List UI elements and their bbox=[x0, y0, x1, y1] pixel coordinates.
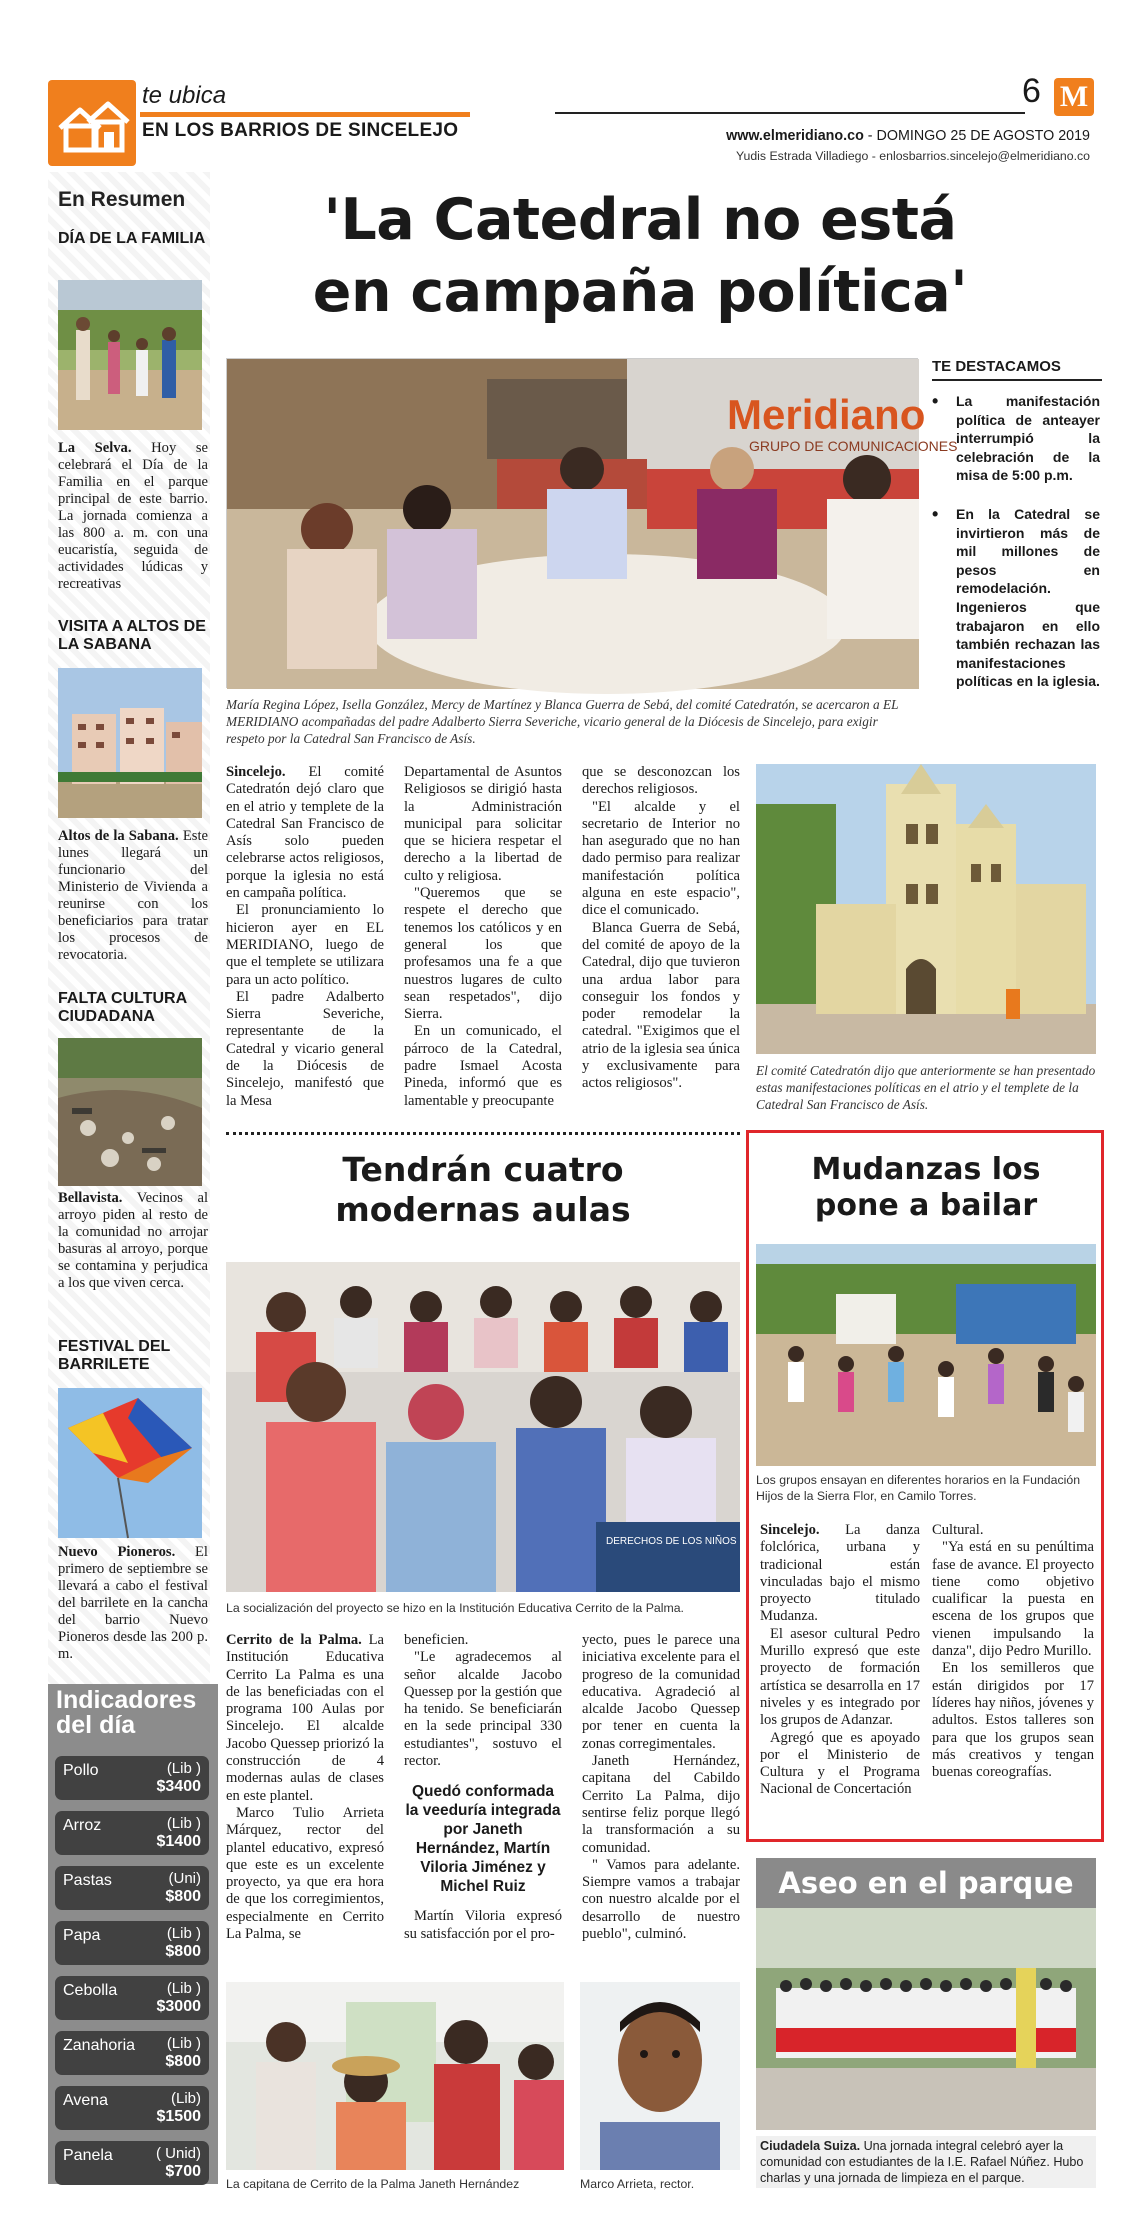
indicator-unit: (Lib ) bbox=[166, 2035, 201, 2052]
paragraph: El asesor cultural Pedro Murillo expresó que este proyecto de formación artística se desarrolla en 17 niveles y es integrado por los grupos de Adanzar. bbox=[760, 1625, 920, 1729]
paragraph: "Ya está en su penúltima fase de avance. El proyecto tiene como objetivo cualificar la puesta en escena de los grupos que vienen impulsando la danza", dijo Pedro Murillo. bbox=[932, 1539, 1094, 1660]
main-column-1 bbox=[226, 764, 384, 1110]
paragraph: "El alcalde y el secretario de Interior no han asegurado que no han dado permiso para realizar manifestación política alguna en este espacio", dice el comunicado. bbox=[582, 798, 740, 919]
indicator-row bbox=[55, 2086, 209, 2130]
headline-line: Mudanzas los bbox=[811, 1152, 1041, 1187]
headline-line: Tendrán cuatro bbox=[342, 1150, 624, 1189]
indicator-unit: (Lib ) bbox=[166, 1980, 201, 1997]
capitana-photo bbox=[226, 1982, 564, 2170]
paragraph: Janeth Hernández, capitana del Cabildo Cerrito La Palma, dijo sentirse feliz porque llegó la transformación a su comunidad. bbox=[582, 1753, 740, 1856]
byline: Yudis Estrada Villadiego - enlosbarrios.sincelejo@elmeridiano.co bbox=[735, 149, 1090, 163]
indicator-name: Pastas bbox=[63, 1872, 112, 1889]
sidebar-brief bbox=[58, 828, 208, 964]
kite-photo bbox=[58, 1388, 202, 1538]
brief-lead: La Selva. bbox=[58, 440, 132, 456]
paragraph: Agregó que es apoyado por el Ministerio de Cultura y el Programa Nacional de Concertación bbox=[760, 1729, 920, 1798]
paragraph: " Vamos para adelante. Siempre vamos a trabajar con nuestro alcalde por el desarrollo de nuestro pueblo", culminó. bbox=[582, 1856, 740, 1943]
highlights-list bbox=[932, 392, 1100, 691]
indicator-row bbox=[55, 2031, 209, 2075]
headline-line: en campaña política' bbox=[312, 259, 968, 325]
brief-lead: Bellavista. bbox=[58, 1190, 123, 1206]
indicators-title-line: del día bbox=[56, 1711, 136, 1739]
paragraph-text: La danza folclórica, urbana y tradicional están vinculadas bajo el mismo proyecto titulado Mudanza. bbox=[760, 1522, 920, 1625]
brief-lead: Altos de la Sabana. bbox=[58, 828, 179, 844]
brief-text: El primero de septiembre se llevará a cabo el festival del barrilete en la cancha del barrio Nuevo Pioneros desde las 200 p. m. bbox=[58, 1544, 208, 1662]
indicator-unit: (Lib ) bbox=[166, 1815, 201, 1832]
paragraph bbox=[226, 764, 384, 902]
paragraph bbox=[760, 1522, 920, 1626]
indicator-name: Papa bbox=[63, 1927, 101, 1944]
main-column-2 bbox=[404, 764, 562, 1110]
issue-date: DOMINGO 25 DE AGOSTO 2019 bbox=[876, 128, 1090, 144]
meridiano-logo: M bbox=[1054, 78, 1094, 116]
indicators-title bbox=[56, 1688, 196, 1738]
meeting-photo bbox=[226, 358, 958, 688]
dance-photo bbox=[756, 1244, 1096, 1466]
sidebar-brief bbox=[58, 440, 208, 593]
site-url: www.elmeridiano.co bbox=[726, 128, 864, 144]
indicator-name: Cebolla bbox=[63, 1982, 118, 1999]
indicator-name: Zanahoria bbox=[63, 2037, 136, 2054]
headline-line: modernas aulas bbox=[335, 1190, 631, 1229]
sidebar-heading: FALTA CULTURA CIUDADANA bbox=[58, 990, 187, 1025]
paragraph: beneficien. bbox=[404, 1632, 469, 1648]
indicator-row bbox=[55, 2141, 209, 2185]
section-kicker: te ubica bbox=[142, 82, 227, 109]
headline-line: 'La Catedral no está bbox=[323, 187, 957, 253]
indicator-unit: (Lib) bbox=[170, 2090, 201, 2107]
rector-caption: Marco Arrieta, rector. bbox=[580, 2177, 695, 2191]
altos-sabana-photo bbox=[58, 668, 202, 818]
main-column-3 bbox=[582, 764, 740, 1093]
dateline-lead: Sincelejo. bbox=[760, 1522, 820, 1538]
indicator-price: $3000 bbox=[156, 1998, 201, 2015]
kicker-rule bbox=[140, 112, 470, 117]
aulas-subhead: Quedó conformada la veeduría integrada por Janeth Hernández, Martín Viloria Jiménez y Michel Ruiz bbox=[405, 1783, 561, 1896]
brief-text: Hoy se celebrará el Día de la Familia en el parque principal de este barrio. La jornada comienza a las 800 a. m. con una eucaristía, seguida de actividades lúdicas y recreativas bbox=[58, 440, 208, 592]
header-rule bbox=[555, 112, 1025, 114]
caption-lead: Ciudadela Suiza. bbox=[760, 2139, 861, 2153]
aseo-caption bbox=[756, 2136, 1096, 2188]
cathedral-photo bbox=[756, 764, 1096, 1054]
family-day-photo bbox=[58, 280, 202, 430]
paragraph-text: La Institución Educativa Cerrito La Palma es una de las beneficiadas con el programa 100 Aulas por Sincelejo. El alcalde Jacobo Quessep priorizó la construcción de 4 modernas aulas de clases en este plantel. bbox=[226, 1632, 384, 1804]
dance-caption: Los grupos ensayan en diferentes horarios en la Fundación Hijos de la Sierra Flor, en Camilo Torres. bbox=[756, 1473, 1081, 1503]
paragraph: En los semilleros que están dirigidos por 17 líderes hay niños, jóvenes y adultos. Estos talleres son para que los grupos sean más creativos y tengan buenas coreografías. bbox=[932, 1660, 1094, 1781]
paragraph bbox=[226, 1632, 384, 1805]
mudanzas-headline bbox=[756, 1152, 1096, 1224]
socializacion-photo bbox=[226, 1262, 740, 1592]
indicator-unit: (Lib ) bbox=[166, 1760, 201, 1777]
main-headline bbox=[250, 184, 1030, 328]
main-photo-caption: María Regina López, Isella González, Mercy de Martínez y Blanca Guerra de Sebá, del comité Catedratón, se acercaron a EL MERIDIANO acompañadas del padre Adalberto Sierra Severiche, vicario general de la Diócesis de Sincelejo, para exigir respeto por la Catedral San Francisco de Asís. bbox=[226, 697, 899, 746]
aulas-headline bbox=[226, 1150, 740, 1230]
sidebar-heading: FESTIVAL DEL BARRILETE bbox=[58, 1338, 171, 1373]
photo-sign-sub: GRUPO DE COMUNICACIONES bbox=[749, 438, 958, 454]
paragraph: El padre Adalberto Sierra Severiche, representante de la Catedral y vicario general de la Diócesis de Sincelejo, manifestó que la Mesa bbox=[226, 988, 384, 1109]
paragraph: "Le agradecemos al señor alcalde Jacobo Quessep por la gestión que ha tenido. Se beneficiarán en la sede principal 330 estudiantes", sostuvo el rector. bbox=[404, 1649, 562, 1770]
aulas-column-2 bbox=[404, 1632, 562, 1943]
highlights-title: TE DESTACAMOS bbox=[932, 358, 1102, 381]
paragraph: "Queremos que se respete el derecho que tenemos los católicos y en general los que profesamos una fe a que nuestros lugares de culto sean respetados", dijo Sierra. bbox=[404, 885, 562, 1023]
highlight-item bbox=[932, 392, 1100, 485]
indicator-price: $3400 bbox=[156, 1778, 201, 1795]
paragraph: Blanca Guerra de Sebá, del comité de apoyo de la Catedral, dijo que tuvieron una ardua labor para conseguir los fondos y poder remodelar la catedral. "Exigimos que el atrio de la iglesia sea única y exclusivamente para actos religiosos". bbox=[582, 919, 740, 1092]
indicator-row bbox=[55, 1976, 209, 2020]
indicator-name: Panela bbox=[63, 2147, 113, 2164]
brief-lead: Nuevo Pioneros. bbox=[58, 1544, 176, 1560]
photo-sign: Meridiano bbox=[727, 391, 926, 438]
sidebar-brief bbox=[58, 1544, 208, 1663]
paragraph: yecto, pues le parece una iniciativa excelente para el progreso de la comunidad educativa. Agradeció al alcalde Jacobo Quessep por tener en cuenta la zonas corregimentales. bbox=[582, 1632, 740, 1752]
photo-banner-text: DERECHOS DE LOS NIÑOS bbox=[606, 1536, 737, 1547]
paragraph-text: El comité Catedratón dejó claro que en el atrio y templete de la Catedral San Francisco de Asís solo pueden celebrarse actos religiosos, porque la iglesia no está en campaña política. bbox=[226, 764, 384, 902]
highlight-text: La manifestación política de anteayer interrumpió la celebración de la misa de 5:00 p.m. bbox=[956, 393, 1100, 484]
capitana-caption: La capitana de Cerrito de la Palma Janeth Hernández bbox=[226, 2177, 520, 2191]
aulas-column-3 bbox=[582, 1632, 740, 1943]
page-number: 6 bbox=[1022, 72, 1041, 110]
indicator-row bbox=[55, 1866, 209, 1910]
paragraph: En un comunicado, el párroco de la Catedral, padre Ismael Acosta Pineda, informó que es lamentable y preocupante bbox=[404, 1023, 562, 1109]
houses-icon bbox=[48, 80, 136, 166]
mudanzas-column-1 bbox=[760, 1522, 920, 1799]
indicator-name: Avena bbox=[63, 2092, 109, 2109]
aseo-headline: Aseo en el parque bbox=[756, 1858, 1096, 1908]
aseo-photo bbox=[756, 1908, 1096, 2130]
sidebar-heading: DÍA DE LA FAMILIA bbox=[58, 230, 206, 247]
highlight-item bbox=[932, 505, 1100, 691]
sidebar-brief bbox=[58, 1190, 208, 1292]
indicator-row bbox=[55, 1756, 209, 1800]
rector-photo bbox=[580, 1982, 740, 2170]
bellavista-photo bbox=[58, 1038, 202, 1186]
section-title: EN LOS BARRIOS DE SINCELEJO bbox=[142, 120, 459, 141]
indicator-row bbox=[55, 1921, 209, 1965]
headline-line: pone a bailar bbox=[814, 1188, 1038, 1223]
indicator-unit: ( Unid) bbox=[155, 2145, 201, 2162]
paragraph: Marco Tulio Arrieta Márquez, rector del plantel educativo, expresó que este es un excelente proyecto, ya que era hora de que los corregimientos, especialmente en Cerrito La Palma, se bbox=[226, 1804, 384, 1943]
caption-text: Una jornada integral celebró ayer la comunidad con estudiantes de la I.E. Rafael Núñez. Hubo charlas y una jornada de limpieza en el parque. bbox=[760, 2139, 1084, 2185]
indicator-price: $1500 bbox=[156, 2108, 201, 2125]
indicator-name: Pollo bbox=[63, 1762, 99, 1779]
dateline: www.elmeridiano.co - DOMINGO 25 DE AGOSTO 2019 bbox=[726, 128, 1090, 144]
aulas-column-1 bbox=[226, 1632, 384, 1943]
sidebar-heading: VISITA A ALTOS DE LA SABANA bbox=[58, 618, 206, 653]
brief-text: Vecinos al arroyo piden al resto de la comunidad no arrojar basuras al arroyo, porque se contamina y perjudica a los que viven cerca. bbox=[58, 1190, 208, 1291]
dateline-lead: Sincelejo. bbox=[226, 764, 286, 780]
indicator-unit: (Lib ) bbox=[166, 1925, 201, 1942]
indicators-title-line: Indicadores bbox=[56, 1686, 197, 1714]
paragraph: Martín Viloria expresó su satisfacción por el pro- bbox=[404, 1908, 562, 1942]
section-logo bbox=[48, 80, 136, 166]
mudanzas-column-2 bbox=[932, 1522, 1094, 1781]
paragraph: El pronunciamiento lo hicieron ayer en EL MERIDIANO, luego de que el templete se utilizara para un acto político. bbox=[226, 902, 384, 988]
indicator-price: $800 bbox=[165, 1943, 201, 1960]
indicator-price: $800 bbox=[165, 2053, 201, 2070]
indicator-row bbox=[55, 1811, 209, 1855]
dateline-lead: Cerrito de la Palma. bbox=[226, 1632, 362, 1648]
highlight-text: En la Catedral se invirtieron más de mil millones de pesos en remodelación. Ingenieros que trabajaron en ello también rechazan las manifestaciones políticas en la iglesia. bbox=[956, 505, 1100, 690]
aulas-photo-caption: La socialización del proyecto se hizo en la Institución Educativa Cerrito de la Palma. bbox=[226, 1601, 684, 1615]
sidebar-title: En Resumen bbox=[58, 188, 186, 211]
cathedral-caption: El comité Catedratón dijo que anteriormente se han presentado estas manifestaciones políticas en el atrio y el templete de la Catedral San Francisco de Asís. bbox=[756, 1063, 1096, 1112]
indicator-price: $700 bbox=[165, 2163, 201, 2180]
brief-text: Este lunes llegará un funcionario del Ministerio de Vivienda a reunirse con los beneficiarios para tratar los procesos de revocatoria. bbox=[58, 828, 208, 963]
section-divider bbox=[226, 1132, 740, 1135]
indicator-name: Arroz bbox=[63, 1817, 102, 1834]
bullet-icon: • bbox=[932, 391, 939, 411]
paragraph: Departamental de Asuntos Religiosos se dirigió hasta la Administración municipal para solicitar que se hiciera respetar el derecho a la libertad de culto y religiosa. bbox=[404, 764, 562, 884]
bullet-icon: • bbox=[932, 503, 939, 524]
indicator-unit: (Uni) bbox=[168, 1870, 201, 1887]
indicator-price: $1400 bbox=[156, 1833, 201, 1850]
paragraph: que se desconozcan los derechos religiosos. bbox=[582, 764, 740, 798]
paragraph: Cultural. bbox=[932, 1522, 984, 1538]
indicator-price: $800 bbox=[165, 1888, 201, 1905]
